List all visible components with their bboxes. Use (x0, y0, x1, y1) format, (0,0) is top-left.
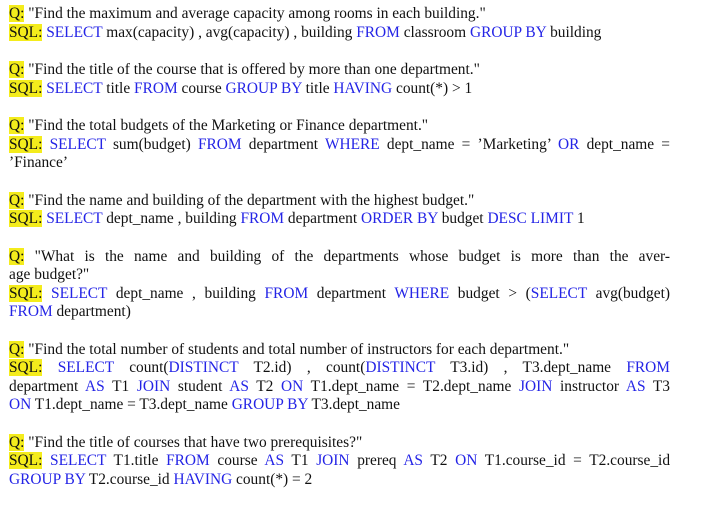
sql-text: department (241, 135, 325, 153)
sql-line (9, 452, 670, 471)
question-line (9, 248, 670, 267)
sql-text: T1.dept_name = T2.dept_name (303, 377, 519, 395)
sql-keyword: FROM (9, 303, 53, 320)
question-text: "Find the total number of students and total number of instructors for each department." (28, 340, 570, 358)
sql-keyword: GROUP BY (9, 470, 86, 488)
sql-keyword: DISTINCT (168, 359, 239, 376)
sql-text: T3.dept_name (307, 396, 400, 413)
sql-label: SQL: (9, 23, 43, 41)
sql-keyword: HAVING (333, 79, 393, 97)
sql-keyword: DESC LIMIT (487, 210, 574, 227)
sql-keyword: SELECT (50, 452, 107, 469)
sql-text: department) (52, 303, 131, 320)
sql-line (9, 285, 670, 304)
sql-text: T2 (423, 452, 456, 469)
sql-keyword: SELECT (46, 23, 103, 41)
sql-text: dept_name = ’Marketing’ (379, 135, 558, 153)
sql-line (9, 471, 670, 490)
sql-keyword: GROUP BY (225, 79, 302, 97)
sql-keyword: ORDER BY (361, 210, 438, 227)
qa-block (9, 248, 670, 322)
sql-keyword: ON (455, 452, 478, 469)
question-text: "Find the total budgets of the Marketing or Finance department." (28, 117, 429, 134)
sql-keyword: SELECT (530, 284, 587, 302)
sql-keyword: FROM (166, 452, 210, 469)
sql-text: T3 (645, 377, 670, 395)
sql-text: department (308, 284, 395, 302)
sql-keyword: FROM (197, 135, 242, 153)
sql-line (9, 136, 670, 155)
qa-block (9, 5, 670, 42)
sql-text: count(*) = 2 (232, 470, 313, 488)
qa-block (9, 341, 670, 415)
sql-label: SQL: (9, 135, 43, 153)
sql-text: T2.course_id (85, 470, 174, 488)
question-text: age budget?" (9, 266, 90, 283)
sql-text: T2.id) , count( (238, 359, 366, 376)
sql-line (9, 359, 670, 378)
question-label: Q: (9, 433, 25, 451)
sql-keyword: SELECT (49, 135, 106, 153)
sql-text: budget > ( (449, 284, 531, 302)
sql-text: 1 (573, 210, 585, 227)
sql-keyword: WHERE (324, 135, 380, 153)
question-line (9, 266, 670, 285)
sql-keyword: SELECT (57, 359, 114, 376)
question-text: "Find the name and building of the department with the highest budget." (28, 191, 475, 209)
sql-text: department (9, 377, 86, 395)
question-label: Q: (9, 5, 25, 22)
question-line (9, 192, 670, 211)
sql-label: SQL: (9, 359, 43, 376)
sql-text: department (284, 210, 362, 227)
sql-keyword: SELECT (51, 284, 108, 302)
sql-keyword: FROM (134, 79, 178, 97)
sql-line (9, 80, 670, 99)
sql-label: SQL: (9, 452, 43, 469)
question-line (9, 61, 670, 80)
qa-block (9, 192, 670, 229)
question-text: "Find the title of the course that is offered by more than one department." (28, 61, 480, 78)
sql-line (9, 303, 670, 322)
sql-text: T1 (284, 452, 317, 469)
sql-label: SQL: (9, 79, 43, 97)
sql-text: T3.id) , T3.dept_name (435, 359, 627, 376)
question-line (9, 341, 670, 360)
sql-text: dept_name = (579, 135, 670, 153)
sql-keyword: AS (229, 377, 249, 395)
question-label: Q: (9, 340, 25, 358)
qa-block (9, 117, 670, 173)
sql-text: max(capacity) , avg(capacity) , building (102, 23, 357, 41)
sql-keyword: FROM (240, 210, 285, 227)
question-text: "What is the name and building of the departments whose budget is more than the aver- (34, 247, 670, 265)
question-line (9, 434, 670, 453)
sql-text: course (177, 79, 226, 97)
sql-keyword: FROM (626, 359, 670, 376)
sql-text: dept_name , building (102, 210, 241, 227)
sql-text: classroom (399, 23, 470, 41)
question-label: Q: (9, 61, 25, 78)
sql-keyword: JOIN (519, 377, 553, 395)
sql-text: dept_name , building (107, 284, 265, 302)
sql-text: building (546, 23, 602, 41)
sql-keyword: FROM (356, 23, 400, 41)
sql-keyword: FROM (264, 284, 309, 302)
sql-keyword: DISTINCT (365, 359, 436, 376)
sql-keyword: WHERE (394, 284, 450, 302)
sql-line (9, 154, 670, 173)
sql-text: avg(budget) (586, 284, 670, 302)
sql-label: SQL: (9, 284, 43, 302)
question-label: Q: (9, 247, 25, 265)
sql-text: T1.course_id = T2.course_id (477, 452, 671, 469)
sql-keyword: GROUP BY (231, 396, 308, 413)
question-text: "Find the title of courses that have two prerequisites?" (28, 433, 363, 451)
sql-text: T2 (248, 377, 282, 395)
sql-line (9, 210, 670, 229)
question-label: Q: (9, 117, 25, 134)
sql-keyword: JOIN (136, 377, 171, 395)
qa-block (9, 61, 670, 98)
sql-text: T1.title (106, 452, 167, 469)
sql-keyword: JOIN (316, 452, 350, 469)
sql-keyword: AS (625, 377, 646, 395)
sql-keyword: ON (281, 377, 304, 395)
sql-text: T1.dept_name = T3.dept_name (31, 396, 232, 413)
sql-line (9, 396, 670, 415)
sql-text: budget (437, 210, 488, 227)
sql-keyword: AS (85, 377, 105, 395)
sql-keyword: SELECT (46, 79, 103, 97)
sql-text: prereq (349, 452, 404, 469)
sql-keyword: GROUP BY (469, 23, 547, 41)
sql-text: student (170, 377, 230, 395)
sql-keyword: HAVING (173, 470, 233, 488)
sql-text: count(*) > 1 (392, 79, 473, 97)
sql-text: T1 (104, 377, 137, 395)
question-text: "Find the maximum and average capacity among rooms in each building." (28, 5, 486, 22)
sql-keyword: SELECT (46, 210, 103, 227)
sql-line (9, 378, 670, 397)
question-line (9, 5, 670, 24)
sql-keyword: AS (403, 452, 423, 469)
sql-text: instructor (552, 377, 626, 395)
sql-text: ’Finance’ (9, 154, 68, 171)
sql-text: count( (113, 359, 169, 376)
sql-text: title (301, 79, 334, 97)
sql-keyword: ON (9, 396, 32, 413)
sql-text: course (209, 452, 265, 469)
sql-label: SQL: (9, 210, 43, 227)
sql-keyword: OR (557, 135, 580, 153)
sql-text: sum(budget) (105, 135, 198, 153)
sql-line (9, 24, 670, 43)
sql-keyword: AS (264, 452, 285, 469)
qa-block (9, 434, 670, 490)
question-label: Q: (9, 191, 25, 209)
sql-text: title (102, 79, 135, 97)
question-line (9, 117, 670, 136)
